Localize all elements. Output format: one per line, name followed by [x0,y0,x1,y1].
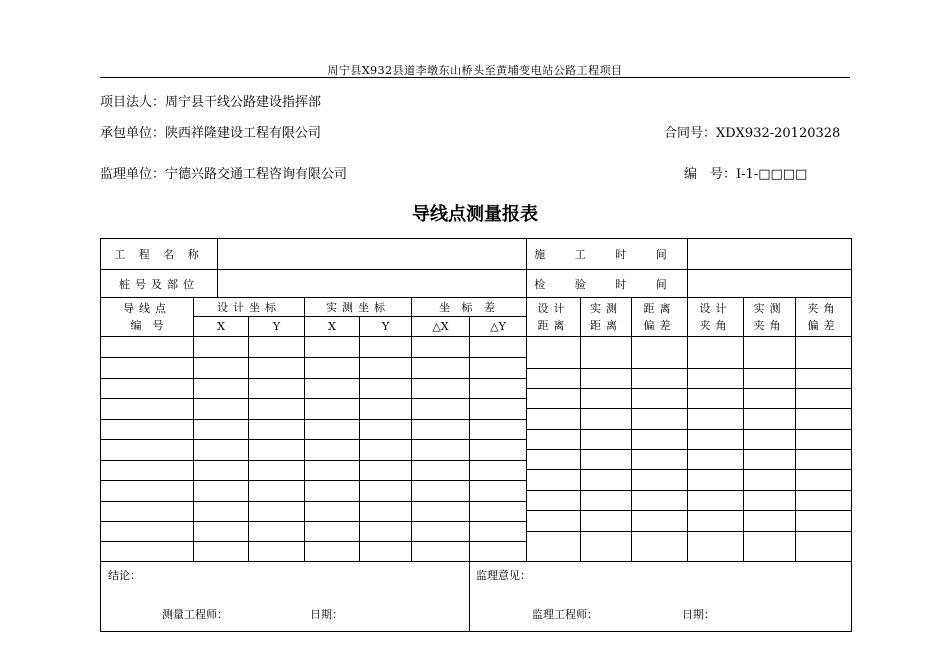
left-row-line [100,398,527,399]
distance-deviation-l2: 偏差 [643,319,676,332]
design-y-header: Y [272,320,281,333]
footer-top-line [100,561,852,562]
left-row-line [100,541,527,542]
grid-line-h [100,269,852,270]
angle-deviation-l2: 偏差 [807,319,840,332]
serial-label: 编 号： [684,167,737,182]
grid-line-h [100,297,852,298]
inspection-time-value[interactable] [688,270,851,297]
measured-distance-l1: 实测 [590,302,622,315]
left-row-line [100,419,527,420]
measured-angle-l1: 实测 [753,302,786,315]
angle-deviation-l1: 夹角 [807,302,840,315]
supervision-opinion-label: 监理意见： [476,569,531,582]
point-number-header [101,298,193,336]
design-x-header: X [217,320,225,333]
contract-number: 合同号：XDX932-20120328 [664,126,841,141]
supervisor-line: 监理单位：宁德兴路交通工程咨询有限公司 [100,167,348,182]
distance-deviation-l1: 距离 [643,302,676,315]
point-number-line2: 编 号 [130,319,164,332]
project-name-value[interactable] [218,239,526,269]
design-distance-l1: 设计 [537,302,570,315]
design-angle-l1: 设计 [699,302,732,315]
delta-y-header: △Y [490,320,506,333]
supervision-date-label: 日期： [682,608,715,621]
survey-date-label: 日期： [310,608,343,621]
left-row-line [100,460,527,461]
left-row-line [100,439,527,440]
measured-y-header: Y [381,320,390,333]
point-number-line1: 导线点 [123,302,171,315]
delta-x-header: △X [432,320,449,333]
project-name-label: 工 程 名 称 [114,248,204,261]
grid-line-v [217,238,218,298]
owner-line: 项目法人：周宁县干线公路建设指挥部 [100,95,322,110]
project-header: 周宁县X932县道李墩东山桥头至黄埔变电站公路工程项目 [327,64,623,77]
measured-angle-header [744,298,795,336]
left-row-line [100,521,527,522]
design-distance-header [527,298,580,336]
measured-angle-l2: 夹角 [753,319,786,332]
measured-distance-header [581,298,631,336]
survey-engineer-label: 测量工程师： [162,608,228,621]
footer-divider [469,561,470,632]
left-row-line [100,357,527,358]
right-row-line [526,368,852,369]
table-border-top [100,238,852,239]
left-row-line [100,501,527,502]
measured-x-header: X [328,320,336,333]
measured-coord-header: 实测坐标 [326,301,390,314]
supervision-engineer-label: 监理工程师： [532,608,598,621]
grid-line-v [526,238,527,298]
right-row-line [526,449,852,450]
right-row-line [526,408,852,409]
inspection-time-label: 检 验 时 间 [534,277,680,291]
distance-deviation-header [632,298,687,336]
right-row-line [526,388,852,389]
design-distance-l2: 距离 [537,319,570,332]
grid-line-h [193,316,527,317]
measured-distance-l2: 距离 [590,319,622,332]
design-angle-header [688,298,743,336]
right-row-line [526,490,852,491]
page-title: 导线点测量报表 [412,204,538,225]
left-row-line [100,378,527,379]
grid-line-h [100,336,852,337]
station-location-value[interactable] [218,270,526,297]
coord-diff-header: 坐 标 差 [439,301,499,314]
serial-value: I-1-□□□□ [736,167,808,182]
left-row-line [100,480,527,481]
station-location-label: 桩号及部位 [119,277,199,291]
grid-line-v [687,238,688,298]
right-row-line [526,469,852,470]
conclusion-label: 结论： [108,569,141,582]
right-row-line [526,429,852,430]
design-angle-l2: 夹角 [699,319,732,332]
contractor-line: 承包单位：陕西祥隆建设工程有限公司 [100,126,322,141]
table-border-bottom [100,631,852,632]
angle-deviation-header [796,298,851,336]
construction-time-value[interactable] [688,239,851,269]
right-row-line [526,510,852,511]
design-coord-header: 设计坐标 [217,301,281,314]
right-row-line [526,531,852,532]
construction-time-label: 施 工 时 间 [534,248,680,261]
